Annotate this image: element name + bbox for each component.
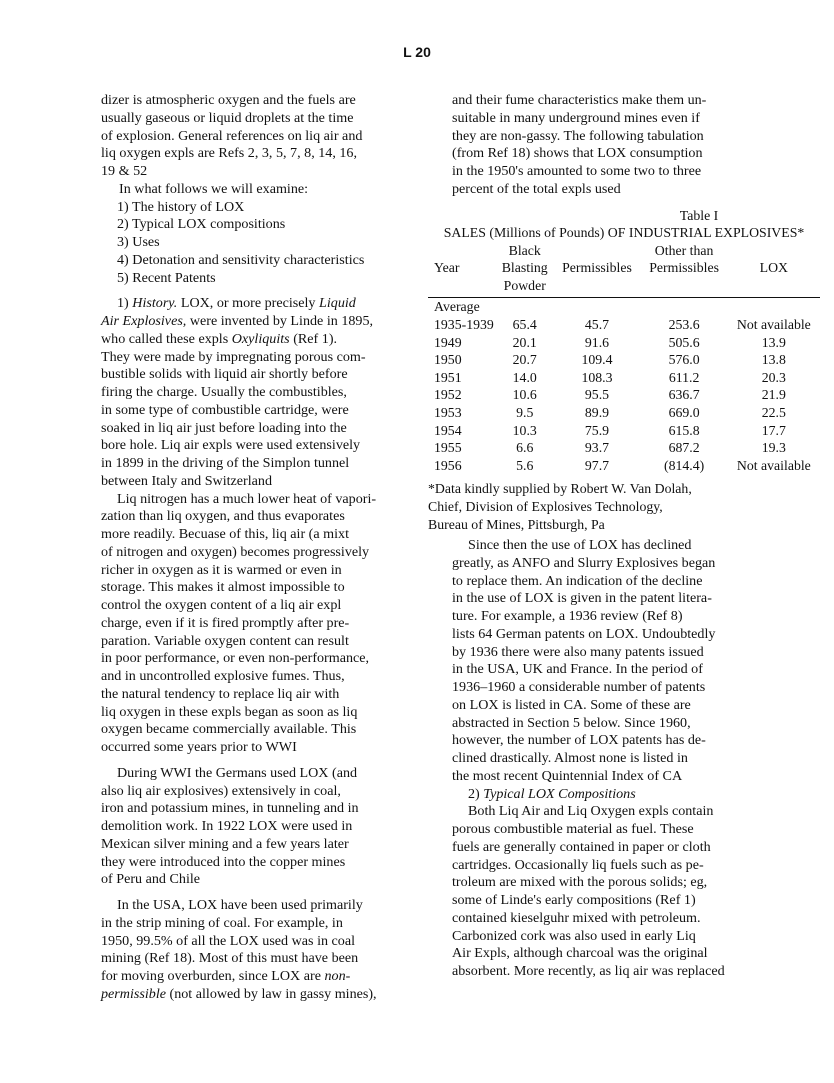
cell-black-powder: 10.6	[512, 387, 537, 403]
text-line: greatly, as ANFO and Slurry Explosives began	[452, 554, 716, 571]
sales-table-block	[428, 207, 820, 534]
text-fragment-italic: Oxyliquits	[231, 330, 290, 347]
text-fragment-italic: Air Explosives,	[101, 313, 187, 329]
table-title: SALES (Millions of Pounds) OF INDUSTRIAL EXPLOSIVES*	[443, 225, 805, 241]
cell-permissibles: 89.9	[584, 405, 610, 421]
text-fragment-italic: non-	[324, 968, 351, 984]
cell-black-powder: 6.6	[516, 440, 534, 456]
text-fragment: (not allowed by law in gassy mines),	[169, 985, 377, 1002]
col-header-label: Year	[434, 260, 460, 276]
text-line: 19 & 52	[101, 163, 148, 179]
text-line: in 1899 in the driving of the Simplon tunnel	[101, 455, 350, 471]
text-fragment: who called these expls	[101, 330, 229, 347]
footnote-line: *Data kindly supplied by Robert W. Van Dolah,	[428, 481, 692, 497]
cell-year: 1935-1939	[434, 317, 494, 333]
text-line: also liq air explosives) extensively in coal,	[101, 782, 341, 799]
cell-black-powder: 20.1	[512, 334, 537, 350]
cell-other: 636.7	[668, 387, 700, 403]
text-fragment: LOX, or more precisely	[180, 295, 316, 312]
text-line: fuels are generally contained in paper or cloth	[452, 838, 711, 855]
text-line: more readily. Becuase of this, liq air (a mixt	[101, 526, 349, 542]
cell-other: 687.2	[668, 440, 700, 456]
history-heading: History.	[132, 295, 178, 312]
history-heading-line	[101, 295, 401, 313]
text-line: they are non-gassy. The following tabulation	[452, 127, 704, 144]
cell-permissibles: 95.5	[584, 387, 610, 403]
cell-lox: 20.3	[761, 369, 786, 385]
cell-black-powder: 10.3	[512, 422, 537, 438]
typical-heading-num: 2)	[468, 785, 480, 802]
cell-black-powder: 9.5	[516, 405, 534, 421]
footnote-line: Bureau of Mines, Pittsburgh, Pa	[428, 516, 605, 532]
text-line: clined drastically. Almost none is listed in	[452, 750, 688, 767]
list-item: 2) Typical LOX compositions	[117, 216, 286, 233]
text-line: of Peru and Chile	[101, 871, 201, 888]
cell-other: 253.6	[668, 317, 700, 333]
text-line: They were made by impregnating porous com-	[101, 348, 366, 365]
col-header-label: Powder	[503, 277, 546, 293]
col-header-black-powder	[496, 242, 553, 298]
col-header-label: Other than	[654, 242, 714, 258]
text-line: the natural tendency to replace liq air with	[101, 685, 340, 702]
cell-permissibles: 97.7	[584, 457, 610, 473]
cell-lox: 13.8	[761, 352, 786, 368]
table-row	[428, 439, 820, 457]
col-header-label: Blasting	[501, 260, 548, 276]
text-line: In the USA, LOX have been used primarily	[117, 897, 363, 913]
text-line: In what follows we will examine:	[119, 180, 309, 197]
text-line: porous combustible material as fuel. These	[452, 821, 694, 838]
list-item: 3) Uses	[117, 234, 160, 250]
table-row	[428, 386, 820, 404]
cell-year: 1954	[434, 422, 462, 438]
typical-heading-line	[452, 786, 772, 804]
cell-year: 1952	[434, 387, 462, 403]
text-line: contained kieselguhr mixed with petroleum.	[452, 909, 701, 926]
history-heading-num: 1)	[117, 295, 129, 312]
text-line: to replace them. An indication of the decline	[452, 572, 703, 589]
col-header-other	[641, 242, 728, 298]
text-line: and their fume characteristics make them un-	[452, 92, 707, 108]
cell-permissibles: 45.7	[584, 317, 610, 333]
table-row	[428, 316, 820, 334]
cell-permissibles: 75.9	[584, 422, 610, 438]
cell-other: 669.0	[668, 405, 700, 421]
text-line: demolition work. In 1922 LOX were used in	[101, 818, 353, 834]
cell-year: 1953	[434, 405, 462, 421]
text-line: in the use of LOX is given in the patent litera-	[452, 590, 712, 607]
text-line: percent of the total expls used	[452, 180, 621, 197]
text-line: firing the charge. Usually the combustibles,	[101, 384, 347, 400]
table-row	[428, 422, 820, 440]
text-line	[101, 331, 401, 349]
text-line	[101, 986, 401, 1004]
cell-black-powder: 65.4	[512, 317, 537, 333]
text-line: Air Expls, although charcoal was the original	[452, 945, 708, 962]
text-line: however, the number of LOX patents has de-	[452, 732, 706, 749]
cell-lox: 22.5	[761, 405, 786, 421]
col-header-lox	[728, 242, 820, 298]
text-line: usually gaseous or liquid droplets at the time	[101, 109, 354, 126]
text-line: paration. Variable oxygen content can result	[101, 632, 349, 649]
cell-year: 1950	[434, 352, 462, 368]
text-line: absorbent. More recently, as liq air was replaced	[452, 963, 725, 980]
col-header-year	[428, 242, 496, 298]
text-line: by 1936 there were also many patents issued	[452, 643, 704, 660]
text-line: bore hole. Liq air expls were used extensively	[101, 437, 361, 454]
text-line: of nitrogen and oxygen) becomes progressively	[101, 543, 370, 560]
text-line: between Italy and Switzerland	[101, 472, 273, 489]
text-fragment: for moving overburden, since LOX are	[101, 968, 321, 984]
table-footnote	[428, 480, 820, 533]
text-line: soaked in liq air just before loading into the	[101, 419, 347, 436]
cell-black-powder: 5.6	[516, 457, 534, 473]
text-line: abstracted in Section 5 below. Since 1960,	[452, 714, 691, 731]
col-header-label: Permissibles	[562, 260, 632, 276]
text-line: troleum are mixed with the porous solids; eg,	[452, 874, 708, 891]
text-line: dizer is atmospheric oxygen and the fuels are	[101, 92, 356, 108]
text-fragment-italic: Liquid	[319, 295, 356, 312]
text-line: Both Liq Air and Liq Oxygen expls contain	[468, 803, 714, 820]
col-header-label: LOX	[759, 260, 788, 276]
footnote-line: Chief, Division of Explosives Technology,	[428, 499, 663, 514]
text-line: in the 1950's amounted to some two to three	[452, 163, 702, 179]
col-header-permissibles	[553, 242, 640, 298]
cell-year: 1949	[434, 334, 462, 350]
cell-permissibles: 109.4	[581, 352, 613, 368]
sales-table	[428, 242, 820, 475]
list-item: 4) Detonation and sensitivity characteristics	[117, 251, 365, 268]
text-line: they were introduced into the copper mines	[101, 853, 346, 870]
cell-year: 1956	[434, 457, 462, 473]
cell-year: 1951	[434, 369, 462, 385]
text-line: oxygen became commercially available. This	[101, 721, 357, 738]
text-line: of explosion. General references on liq air and	[101, 127, 363, 144]
cell-black-powder: 20.7	[512, 352, 537, 368]
table-row	[428, 351, 820, 369]
cell-permissibles: 91.6	[584, 334, 610, 350]
cell-black-powder: 14.0	[512, 369, 537, 385]
average-label: Average	[434, 299, 480, 315]
list-item: 5) Recent Patents	[117, 269, 216, 286]
cell-lox: 19.3	[761, 440, 786, 456]
text-line: During WWI the Germans used LOX (and	[117, 764, 358, 781]
table-header-row	[428, 242, 820, 298]
text-line: liq oxygen expls are Refs 2, 3, 5, 7, 8, 14, 16,	[101, 145, 357, 162]
text-line: (from Ref 18) shows that LOX consumption	[452, 145, 703, 162]
text-line: Since then the use of LOX has declined	[468, 537, 692, 554]
text-fragment: were invented by Linde in 1895,	[189, 313, 374, 329]
table-row	[428, 457, 820, 475]
text-line: in some type of combustible cartridge, were	[101, 401, 349, 418]
cell-year: 1955	[434, 440, 462, 456]
list-item: 1) The history of LOX	[117, 198, 245, 215]
typical-heading: Typical LOX Compositions	[483, 785, 636, 802]
cell-lox: 17.7	[761, 422, 786, 438]
cell-lox: Not available	[736, 317, 811, 333]
text-fragment-italic: permissible	[101, 985, 166, 1002]
text-line: lists 64 German patents on LOX. Undoubtedly	[452, 625, 716, 642]
text-line: Liq nitrogen has a much lower heat of vapori-	[117, 490, 377, 507]
text-line: suitable in many underground mines even if	[452, 109, 700, 126]
cell-lox: 13.9	[761, 334, 786, 350]
text-line: mining (Ref 18). Most of this must have been	[101, 950, 359, 967]
text-line: in the USA, UK and France. In the period of	[452, 661, 703, 678]
cell-permissibles: 93.7	[584, 440, 610, 456]
text-line: iron and potassium mines, in tunneling and in	[101, 800, 359, 817]
text-line: in poor performance, or even non-performance,	[101, 650, 370, 667]
text-line	[101, 313, 401, 331]
text-line: occurred some years prior to WWI	[101, 739, 297, 755]
cell-lox: Not available	[736, 457, 811, 473]
table-row	[428, 298, 820, 316]
cell-other: 576.0	[668, 352, 700, 368]
text-line: in the strip mining of coal. For example, in	[101, 914, 343, 931]
cell-other: 615.8	[668, 422, 700, 438]
text-line: 1950, 99.5% of all the LOX used was in coal	[101, 932, 356, 949]
text-line	[101, 968, 401, 986]
page-number: L 20	[403, 44, 431, 60]
cell-permissibles: 108.3	[581, 369, 613, 385]
text-line: storage. This makes it almost impossible to	[101, 579, 345, 596]
text-line: richer in oxygen as it is warmed or even in	[101, 561, 342, 578]
right-column	[428, 92, 811, 981]
text-line: 1936–1960 a considerable number of patents	[452, 679, 706, 696]
table-row	[428, 369, 820, 387]
text-line: cartridges. Occasionally liq fuels such as pe-	[452, 856, 704, 873]
text-line: zation than liq oxygen, and thus evaporates	[101, 508, 345, 525]
text-line: ture. For example, a 1936 review (Ref 8)	[452, 608, 683, 625]
text-line: charge, even if it is fired promptly after pre-	[101, 614, 350, 631]
table-row	[428, 334, 820, 352]
text-line: bustible solids with liquid air shortly before	[101, 366, 348, 383]
col-header-label: Black	[508, 242, 541, 258]
text-line: Carbonized cork was also used in early Liq	[452, 927, 696, 944]
cell-lox: 21.9	[761, 387, 786, 403]
left-column	[101, 92, 401, 1004]
table-row	[428, 404, 820, 422]
text-line: some of Linde's early compositions (Ref 1)	[452, 892, 696, 909]
table-number: Table I	[679, 207, 719, 223]
cell-other: (814.4)	[663, 457, 705, 473]
cell-other: 611.2	[668, 369, 700, 385]
text-line: the most recent Quintennial Index of CA	[452, 767, 683, 784]
cell-other: 505.6	[668, 334, 700, 350]
col-header-label: Permissibles	[649, 260, 719, 276]
text-line: Mexican silver mining and a few years later	[101, 835, 349, 852]
text-line: and in uncontrolled explosive fumes. Thus,	[101, 668, 345, 684]
text-fragment: (Ref 1).	[293, 330, 338, 347]
text-line: on LOX is listed in CA. Some of these are	[452, 696, 691, 713]
text-line: liq oxygen in these expls began as soon as liq	[101, 703, 358, 720]
text-line: control the oxygen content of a liq air expl	[101, 597, 342, 613]
